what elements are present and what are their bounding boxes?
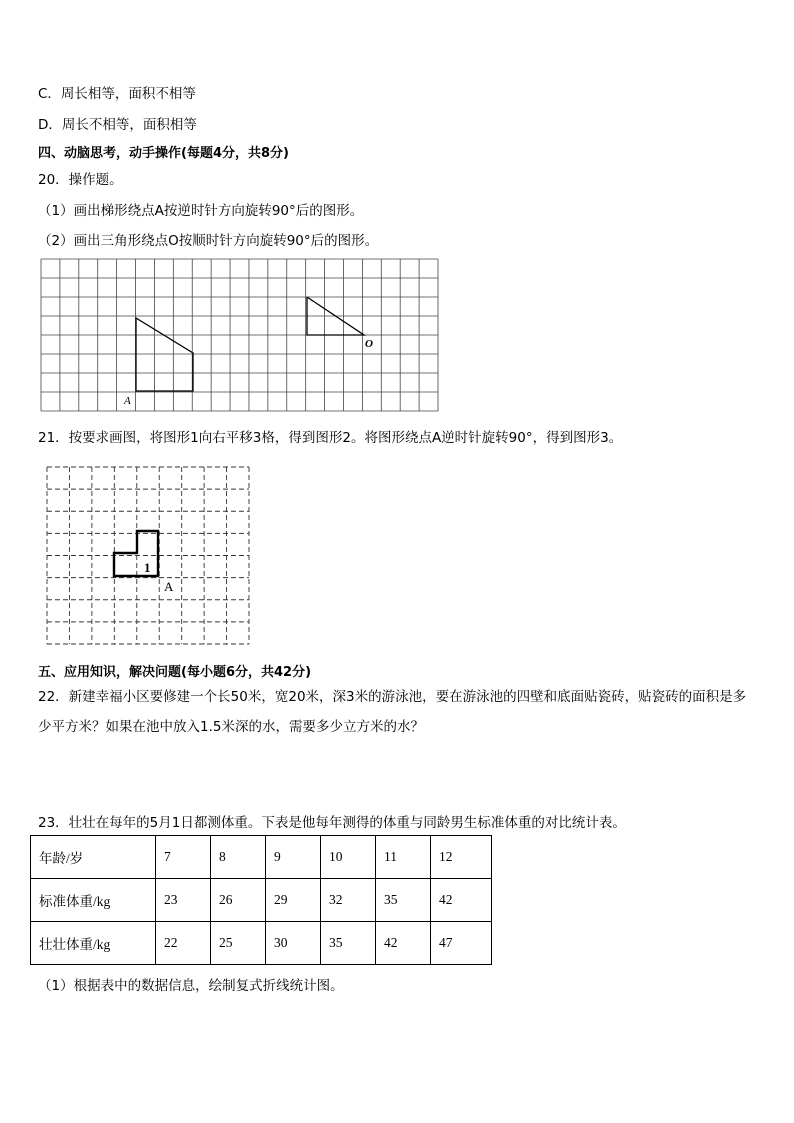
row-header-cell: 标准体重/kg [31,879,156,922]
table-cell: 11 [376,836,431,879]
q20-part1: （1）画出梯形绕点A按逆时针方向旋转90°后的图形。 [38,203,364,219]
table-row [31,922,492,965]
table-cell: 29 [266,879,321,922]
weight-comparison-table [30,835,492,965]
q20-title: 20．操作题。 [38,172,123,188]
table-cell: 23 [156,879,211,922]
label-o: O [365,338,373,350]
table-cell: 22 [156,922,211,965]
q20-grid-figure [40,258,440,412]
table-cell: 7 [156,836,211,879]
q22-text: 22．新建幸福小区要修建一个长50米，宽20米，深3米的游泳池，要在游泳池的四壁和底面贴瓷砖，贴瓷砖的面积是多少平方米？如果在池中放入1.5米深的水，需要多少立方米的水？ [38,689,747,735]
q21-grid-figure [44,464,254,648]
table-row [31,879,492,922]
table-cell: 26 [211,879,266,922]
grid-lines [41,259,438,411]
table-row [31,836,492,879]
table-cell: 9 [266,836,321,879]
table-cell: 35 [376,879,431,922]
section-4-heading: 四、动脑思考，动手操作(每题4分，共8分) [38,146,289,161]
table-cell: 25 [211,922,266,965]
table-cell: 47 [431,922,492,965]
figure-1-shape [114,531,158,576]
table-cell: 10 [321,836,376,879]
label-a: A [124,395,131,407]
dashed-grid-lines [47,467,249,644]
section-5-heading: 五、应用知识，解决问题(每小题6分，共42分) [38,665,312,680]
option-d: D．周长不相等，面积相等 [38,117,197,133]
table-cell: 42 [376,922,431,965]
label-a: A [164,579,174,594]
option-c: C．周长相等，面积不相等 [38,86,196,102]
row-header-cell: 年龄/岁 [31,836,156,879]
table-cell: 35 [321,922,376,965]
figure-1-label: 1 [144,560,151,575]
table-cell: 32 [321,879,376,922]
q20-part2: （2）画出三角形绕点O按顺时针方向旋转90°后的图形。 [38,233,379,249]
table-cell: 42 [431,879,492,922]
table-cell: 12 [431,836,492,879]
table-cell: 8 [211,836,266,879]
q23-part1: （1）根据表中的数据信息，绘制复式折线统计图。 [38,978,344,994]
q23-text: 23．壮壮在每年的5月1日都测体重。下表是他每年测得的体重与同龄男生标准体重的对比统计表。 [38,815,626,831]
trapezoid-shape [136,318,193,391]
table-cell: 30 [266,922,321,965]
q21-text: 21．按要求画图，将图形1向右平移3格，得到图形2。将图形绕点A逆时针旋转90°，得到图形3。 [38,430,623,446]
row-header-cell: 壮壮体重/kg [31,922,156,965]
